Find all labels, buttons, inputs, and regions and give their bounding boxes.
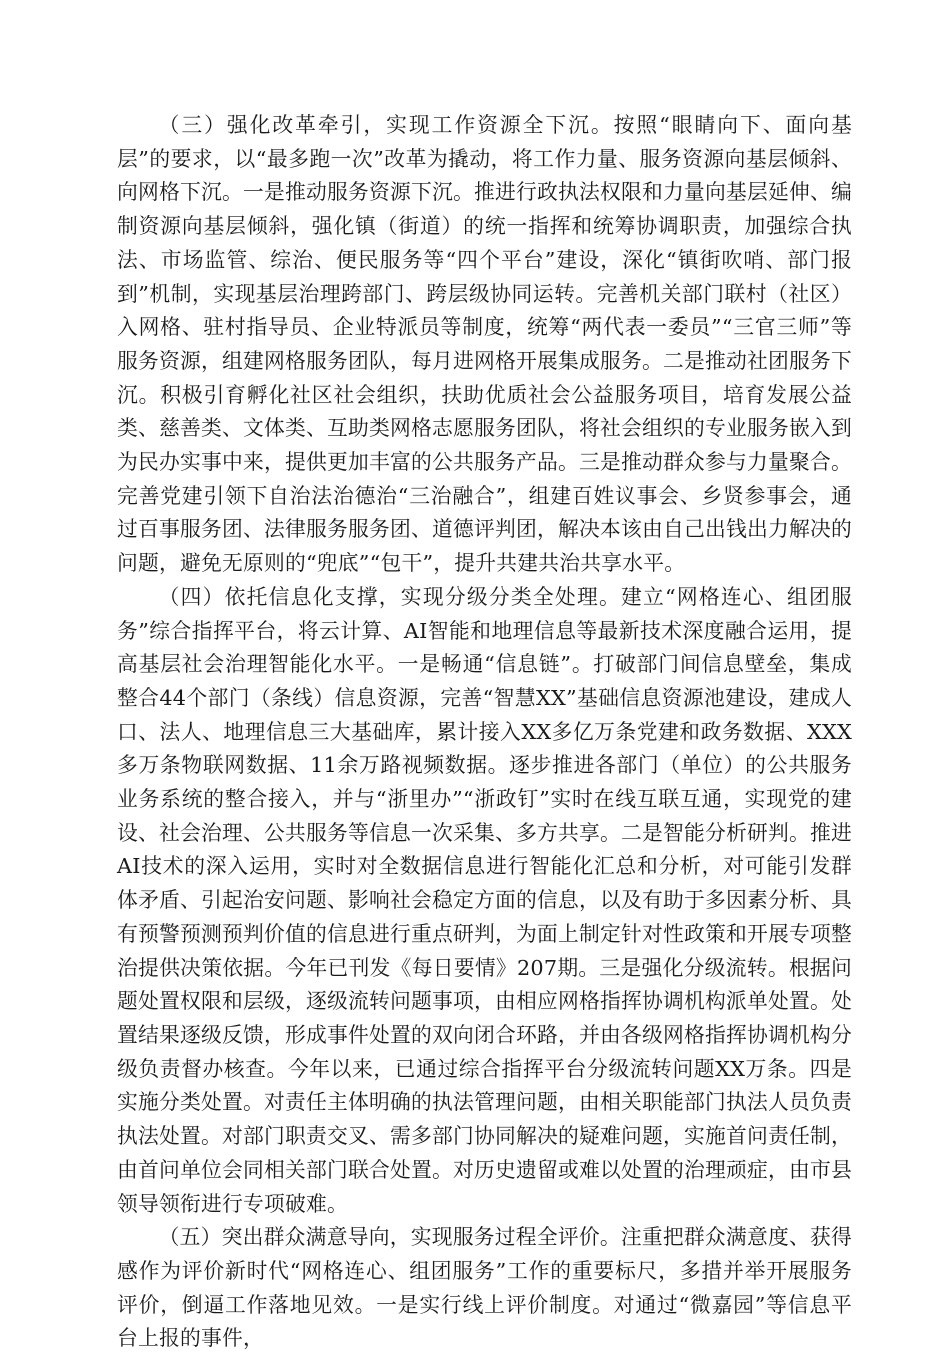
paragraph-section-3: （三）强化改革牵引，实现工作资源全下沉。按照“眼睛向下、面向基层”的要求，以“最多跑一次”改革为撬动，将工作力量、服务资源向基层倾斜、向网格下沉。一是推动服务资源下沉。推进行政执法权限和力量向基层延伸、编制资源向基层倾斜，强化镇（街道）的统一指挥和统筹协调职责，加强综合执法、市场监管、综治、便民服务等“四个平台”建设，深化“镇街吹哨、部门报到”机制，实现基层治理跨部门、跨层级协同运转。完善机关部门联村（社区）入网格、驻村指导员、企业特派员等制度，统筹“两代表一委员”“三官三师”等服务资源，组建网格服务团队，每月进网格开展集成服务。二是推动社团服务下沉。积极引育孵化社区社会组织，扶助优质社会公益服务项目，培育发展公益类、慈善类、文体类、互助类网格志愿服务团队，将社会组织的专业服务嵌入到为民办实事中来，提供更加丰富的公共服务产品。三是推动群众参与力量聚合。完善党建引领下自治法治德治“三治融合”，组建百姓议事会、乡贤参事会，通过百事服务团、法律服务服务团、道德评判团，解决本该由自己出钱出力解决的问题，避免无原则的“兜底”“包干”，提升共建共治共享水平。	[117, 113, 852, 576]
paragraph-section-5: （五）突出群众满意导向，实现服务过程全评价。注重把群众满意度、获得感作为评价新时代“网格连心、组团服务”工作的重要标尺，多措并举开展服务评价，倒逼工作落地见效。一是实行线上评价制度。对通过“微嘉园”等信息平台上报的事件，	[117, 1225, 852, 1351]
paragraph-section-4: （四）依托信息化支撑，实现分级分类全处理。建立“网格连心、组团服务”综合指挥平台，将云计算、AI智能和地理信息等最新技术深度融合运用，提高基层社会治理智能化水平。一是畅通“信息链”。打破部门间信息壁垒，集成整合44个部门（条线）信息资源，完善“智慧XX”基础信息资源池建设，建成人口、法人、地理信息三大基础库，累计接入XX多亿万条党建和政务数据、XXX多万条物联网数据、11余万路视频数据。逐步推进各部门（单位）的公共服务业务系统的整合接入，并与“浙里办”“浙政钉”实时在线互联互通，实现党的建设、社会治理、公共服务等信息一次采集、多方共享。二是智能分析研判。推进AI技术的深入运用，实时对全数据信息进行智能化汇总和分析，对可能引发群体矛盾、引起治安问题、影响社会稳定方面的信息，以及有助于多因素分析、具有预警预测预判价值的信息进行重点研判，为面上制定针对性政策和开展专项整治提供决策依据。今年已刊发《每日要情》207期。三是强化分级流转。根据问题处置权限和层级，逐级流转问题事项，由相应网格指挥协调机构派单处置。处置结果逐级反馈，形成事件处置的双向闭合环路，并由各级网格指挥协调机构分级负责督办核查。今年以来，已通过综合指挥平台分级流转问题XX万条。四是实施分类处置。对责任主体明确的执法管理问题，由相关职能部门执法人员负责执法处置。对部门职责交叉、需多部门协同解决的疑难问题，实施首问责任制，由首问单位会同相关部门联合处置。对历史遗留或难以处置的治理顽症，由市县领导领衔进行专项破难。	[117, 584, 852, 1216]
document-body	[117, 109, 852, 1356]
